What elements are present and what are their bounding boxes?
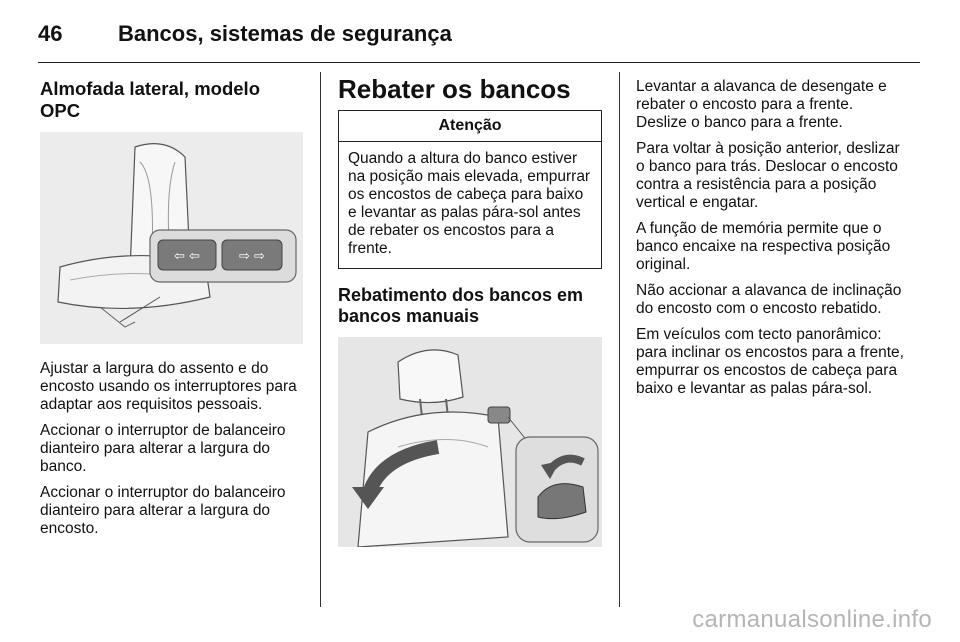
warning-box	[338, 110, 602, 269]
svg-text:⇦ ⇦: ⇦ ⇦	[174, 249, 200, 264]
column-3	[636, 78, 906, 406]
page-header	[38, 18, 920, 63]
seat-fold-lever-icon	[338, 337, 602, 547]
paragraph: Ajustar a largura do assento e do encosto usando os interruptores para adaptar aos requisitos pessoais.	[40, 360, 297, 413]
warning-title: Atenção	[339, 111, 601, 142]
paragraph: Levantar a alavanca de desengate e rebater o encosto para a frente. Deslize o banco para a frente.	[636, 78, 887, 131]
page-number: 46	[38, 21, 63, 46]
column-divider-1	[320, 72, 321, 607]
seat-fold-figure	[338, 337, 602, 547]
paragraph: Para voltar à posição anterior, deslizar o banco para trás. Deslocar o encosto contra a resistência para a posição vertical e engatar.	[636, 140, 900, 211]
section-heading-side-bolster: Almofada lateral, modelo OPC	[40, 78, 260, 121]
paragraph: Em veículos com tecto panorâmico: para inclinar os encostos para a frente, empurrar os encostos de cabeça para baixo e levantar as palas pára-sol.	[636, 326, 904, 397]
watermark: carmanualsonline.info	[692, 606, 932, 633]
warning-text: Quando a altura do banco estiver na posição mais elevada, empurrar os encostos de cabeça para baixo e levantar as palas pára-sol antes de rebater os encostos para a frente.	[348, 150, 591, 257]
seat-bolster-figure	[40, 132, 303, 344]
paragraph: Accionar o interruptor do balanceiro dianteiro para alterar a largura do encosto.	[40, 484, 286, 537]
column-divider-2	[619, 72, 620, 607]
chapter-title: Bancos, sistemas de segurança	[118, 21, 452, 46]
seat-side-bolster-icon	[40, 132, 303, 344]
subsection-heading-manual-seats: Rebatimento dos bancos em bancos manuais	[338, 285, 584, 326]
column-1	[40, 78, 305, 546]
svg-text:⇨ ⇨: ⇨ ⇨	[239, 249, 265, 264]
paragraph: Accionar o interruptor de balanceiro dianteiro para alterar a largura do banco.	[40, 422, 286, 475]
column-2	[338, 74, 602, 547]
paragraph: Não accionar a alavanca de inclinação do encosto com o encosto rebatido.	[636, 282, 902, 317]
paragraph: A função de memória permite que o banco encaixe na respectiva posição original.	[636, 220, 891, 273]
section-heading-fold-seats: Rebater os bancos	[338, 74, 571, 104]
